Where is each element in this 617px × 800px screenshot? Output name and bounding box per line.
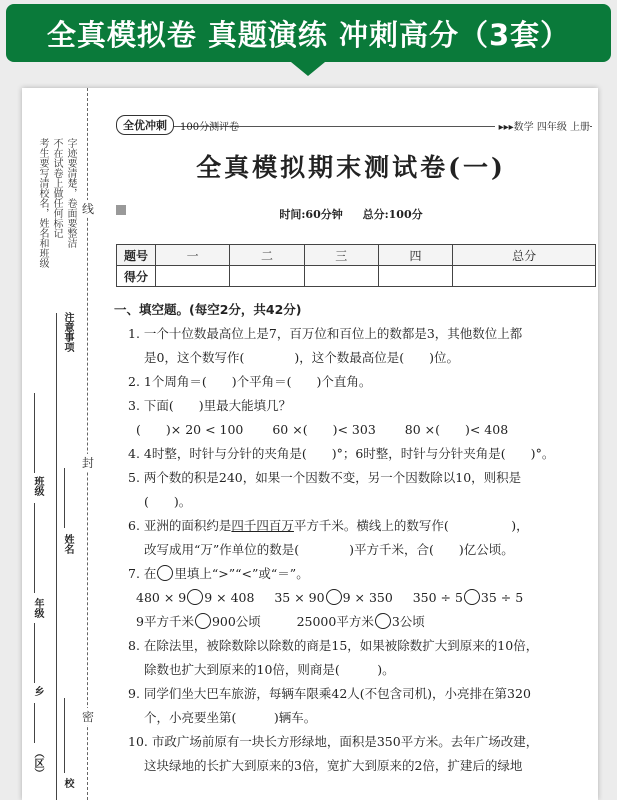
notice-label: 注意事项 [62, 312, 73, 352]
question-10-cont: 这块绿地的长扩大到原来的3倍，宽扩大到原来的2倍，扩建后的绿地 [144, 758, 523, 773]
q7-pre: 7. 在 [128, 566, 157, 581]
question-8-cont: 除数也扩大到原来的10倍，则商是( )。 [144, 662, 395, 677]
subject-label: ▸▸▸数学 四年级 上册 [495, 118, 590, 133]
question-5: 5. 两个数的积是240，如果一个因数不变，另一个因数除以10，则积是 [128, 470, 522, 485]
exam-paper [22, 88, 598, 800]
grade-label: 年级 [32, 598, 43, 618]
township-field-line[interactable] [34, 623, 35, 683]
brand-subtitle: 100分测评卷 [180, 121, 240, 133]
name-label: 姓名 [62, 534, 73, 554]
time-limit: 时间:60分钟 [279, 208, 343, 221]
question-3-items: ( )× 20 < 100 60 ×( )< 303 80 ×( )< 408 [136, 422, 509, 437]
col-total: 总分 [453, 245, 596, 266]
question-1: 1. 一个十位数最高位上是7，百万位和百位上的数都是3，其他数位上都 [128, 326, 523, 341]
compare-circle[interactable] [195, 613, 211, 629]
q6-underlined: 四千四百万 [231, 518, 294, 533]
circle-blank-icon [157, 565, 173, 581]
district-field-line[interactable] [34, 703, 35, 743]
compare-circle[interactable] [187, 589, 203, 605]
cmp-right-3: 35 ÷ 5 [480, 590, 524, 605]
score-cell-total[interactable] [453, 266, 596, 287]
cut-mark-secret: 密 [82, 710, 95, 724]
question-6 [114, 514, 592, 538]
total-score: 总分:100分 [362, 208, 423, 221]
question-3: 3. 下面( )里最大能填几？ [128, 398, 292, 413]
col-2: 二 [230, 245, 304, 266]
question-10: 10. 市政广场前原有一块长方形绿地，面积是350平方米。去年广场改建， [128, 734, 539, 749]
question-9-cont: 个，小亮要坐第( )辆车。 [144, 710, 317, 725]
q6-pre: 6. 亚洲的面积约是 [128, 518, 232, 533]
cmp-right-4: 900公顷 [211, 614, 261, 629]
cmp-left-1: 480 × 9 [136, 590, 187, 605]
class-label: 班级 [32, 476, 43, 496]
table-row [117, 245, 596, 266]
question-7 [114, 562, 592, 586]
col-3: 三 [304, 245, 378, 266]
q6-post: 平方千米。横线上的数写作( )， [293, 518, 529, 533]
question-5-cont: ( )。 [144, 494, 192, 509]
class-field-line[interactable] [34, 393, 35, 473]
section-title: 一、填空题。(每空2分，共42分) [114, 302, 302, 317]
row-label-score: 得分 [117, 266, 156, 287]
compare-circle[interactable] [375, 613, 391, 629]
school-field-line[interactable] [64, 698, 65, 773]
cmp-right-5: 3公顷 [391, 614, 425, 629]
school-label: 校 [62, 778, 73, 788]
col-1: 一 [156, 245, 230, 266]
q7-post: 里填上“>”“<”或“＝”。 [174, 566, 309, 581]
question-8: 8. 在除法里，被除数除以除数的商是15，如果被除数扩大到原来的10倍， [128, 638, 539, 653]
binding-rule [56, 313, 57, 800]
question-7-row-2 [114, 610, 592, 634]
banner-pointer [291, 62, 325, 76]
score-cell-3[interactable] [304, 266, 378, 287]
score-cell-1[interactable] [156, 266, 230, 287]
questions [114, 298, 592, 778]
score-cell-4[interactable] [378, 266, 452, 287]
question-4: 4. 4时整，时针与分针的夹角是( )°；6时整，时针与分针夹角是( )°。 [128, 446, 555, 461]
table-row [117, 266, 596, 287]
cmp-left-5: 25000平方米 [296, 614, 374, 629]
exam-content [104, 88, 598, 800]
score-cell-2[interactable] [230, 266, 304, 287]
question-9: 9. 同学们坐大巴车旅游，每辆车限乘42人(不包含司机)，小亮排在第320 [128, 686, 531, 701]
banner-title: 全真模拟卷 真题演练 冲刺高分（3套） [46, 18, 571, 52]
cut-mark-seal: 封 [82, 456, 95, 470]
cut-line [87, 88, 88, 800]
name-field-line[interactable] [64, 468, 65, 528]
binding-margin [22, 88, 104, 800]
grade-field-line[interactable] [34, 503, 35, 593]
cmp-right-2: 9 × 350 [342, 590, 393, 605]
question-7-row-1 [114, 586, 592, 610]
district-label: （区） [32, 748, 43, 778]
notice-line-2: 不在试卷上做任何标记 [51, 138, 62, 238]
score-table [116, 244, 596, 287]
question-1-cont: 是0，这个数写作( )，这个数最高位是( )位。 [144, 350, 459, 365]
exam-title: 全真模拟期末测试卷(一) [196, 153, 506, 182]
brand-name: 全优冲刺 [116, 115, 174, 135]
cmp-right-1: 9 × 408 [204, 590, 255, 605]
cmp-left-3: 350 ÷ 5 [412, 590, 463, 605]
cut-mark-line: 线 [82, 202, 95, 216]
brand-logo [116, 116, 239, 134]
col-4: 四 [378, 245, 452, 266]
row-label-number: 题号 [117, 245, 156, 266]
exam-meta [104, 206, 598, 222]
notice-line-1: 考生要写清校名，姓名和班级 [37, 138, 48, 268]
cmp-left-4: 9平方千米 [136, 614, 194, 629]
compare-circle[interactable] [464, 589, 480, 605]
promo-banner [6, 4, 611, 62]
cmp-left-2: 35 × 90 [274, 590, 325, 605]
question-6-cont: 改写成用“万”作单位的数是( )平方千米，合( )亿公顷。 [144, 542, 514, 557]
compare-circle[interactable] [326, 589, 342, 605]
question-2: 2. 1个周角＝( )个平角＝( )个直角。 [128, 374, 372, 389]
notice-line-3: 字迹要清楚，卷面要整洁 [65, 138, 76, 248]
township-label: 乡 [32, 686, 43, 696]
